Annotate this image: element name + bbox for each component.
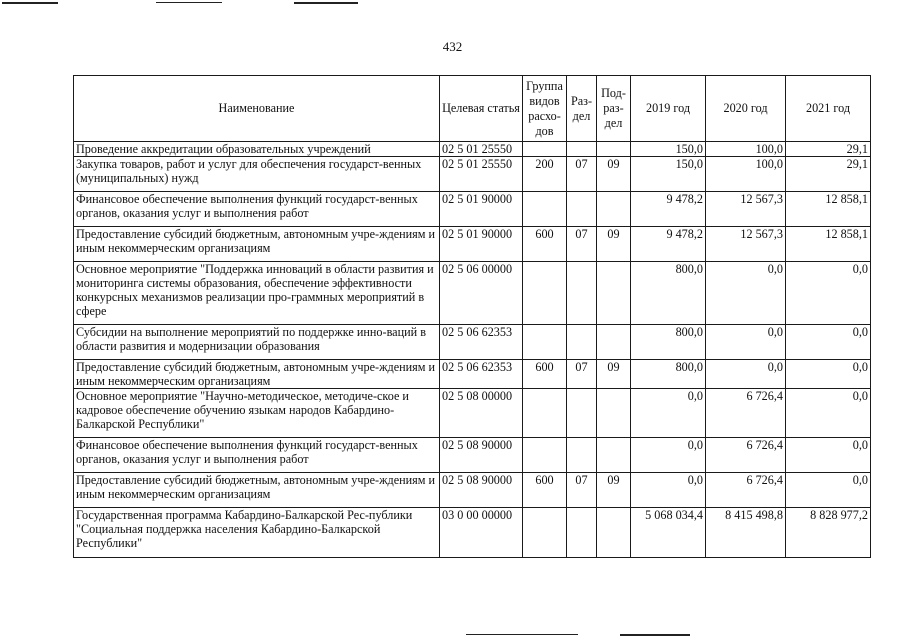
cell-year-2020: 100,0 bbox=[706, 157, 786, 192]
cell-expense-group bbox=[523, 438, 567, 473]
table-row bbox=[74, 325, 871, 360]
cell-year-2020: 12 567,3 bbox=[706, 192, 786, 227]
cell-target-article: 02 5 01 90000 bbox=[440, 227, 523, 262]
cell-name: Субсидии на выполнение мероприятий по поддержке инно-ваций в области развития и модернизации образования bbox=[74, 325, 440, 360]
cell-year-2021: 0,0 bbox=[786, 325, 871, 360]
cell-expense-group bbox=[523, 142, 567, 157]
page-number: 432 bbox=[442, 39, 463, 54]
cell-name: Предоставление субсидий бюджетным, автономным учре-ждениям и иным некоммерческим организациям bbox=[74, 360, 440, 389]
table-row bbox=[74, 262, 871, 325]
cell-year-2020: 100,0 bbox=[706, 142, 786, 157]
header-section: Раз-дел bbox=[567, 76, 597, 142]
table-row bbox=[74, 227, 871, 262]
cell-name: Проведение аккредитации образовательных учреждений bbox=[74, 142, 440, 157]
cell-year-2020: 0,0 bbox=[706, 360, 786, 389]
table-body bbox=[74, 142, 871, 558]
table-row bbox=[74, 389, 871, 438]
cell-year-2019: 800,0 bbox=[631, 325, 706, 360]
cell-year-2019: 9 478,2 bbox=[631, 227, 706, 262]
cell-year-2019: 9 478,2 bbox=[631, 192, 706, 227]
cell-name: Предоставление субсидий бюджетным, автономным учре-ждениям и иным некоммерческим организациям bbox=[74, 227, 440, 262]
table-row bbox=[74, 508, 871, 558]
cell-section bbox=[567, 325, 597, 360]
cell-section bbox=[567, 438, 597, 473]
cell-subsection: 09 bbox=[597, 157, 631, 192]
cell-year-2020: 8 415 498,8 bbox=[706, 508, 786, 558]
cell-expense-group: 600 bbox=[523, 473, 567, 508]
cell-name: Финансовое обеспечение выполнения функций государст-венных органов, оказания услуг и выполнения работ bbox=[74, 192, 440, 227]
cell-subsection: 09 bbox=[597, 227, 631, 262]
cell-section bbox=[567, 192, 597, 227]
cell-section: 07 bbox=[567, 360, 597, 389]
cell-year-2019: 0,0 bbox=[631, 389, 706, 438]
cell-year-2019: 150,0 bbox=[631, 157, 706, 192]
cell-year-2019: 5 068 034,4 bbox=[631, 508, 706, 558]
cell-name: Основное мероприятие "Научно-методическое, методиче-ское и кадровое обеспечение обучению языкам народов Кабардино-Балкарской Республики" bbox=[74, 389, 440, 438]
table-row bbox=[74, 157, 871, 192]
cell-subsection bbox=[597, 389, 631, 438]
cell-year-2021: 29,1 bbox=[786, 157, 871, 192]
cell-year-2020: 0,0 bbox=[706, 262, 786, 325]
cell-subsection bbox=[597, 142, 631, 157]
cell-year-2021: 0,0 bbox=[786, 438, 871, 473]
cell-name: Предоставление субсидий бюджетным, автономным учре-ждениям и иным некоммерческим организациям bbox=[74, 473, 440, 508]
cell-expense-group: 600 bbox=[523, 227, 567, 262]
cell-year-2019: 150,0 bbox=[631, 142, 706, 157]
cell-year-2019: 0,0 bbox=[631, 473, 706, 508]
cell-year-2021: 8 828 977,2 bbox=[786, 508, 871, 558]
header-year-2021: 2021 год bbox=[786, 76, 871, 142]
cell-name: Финансовое обеспечение выполнения функций государст-венных органов, оказания услуг и выполнения работ bbox=[74, 438, 440, 473]
cell-year-2021: 12 858,1 bbox=[786, 227, 871, 262]
table-row bbox=[74, 360, 871, 389]
header-expense-group: Группа видов расхо-дов bbox=[523, 76, 567, 142]
cell-section: 07 bbox=[567, 473, 597, 508]
cell-section bbox=[567, 262, 597, 325]
header-name: Наименование bbox=[74, 76, 440, 142]
cell-year-2019: 0,0 bbox=[631, 438, 706, 473]
table-row bbox=[74, 438, 871, 473]
cell-subsection: 09 bbox=[597, 360, 631, 389]
cell-subsection: 09 bbox=[597, 473, 631, 508]
top-rule-right bbox=[294, 2, 358, 4]
cell-name: Закупка товаров, работ и услуг для обеспечения государст-венных (муниципальных) нужд bbox=[74, 157, 440, 192]
header-year-2020: 2020 год bbox=[706, 76, 786, 142]
cell-target-article: 02 5 01 25550 bbox=[440, 157, 523, 192]
cell-year-2021: 0,0 bbox=[786, 360, 871, 389]
cell-name: Государственная программа Кабардино-Балкарской Рес-публики "Социальная поддержка населения Кабардино-Балкарской Республики" bbox=[74, 508, 440, 558]
cell-subsection bbox=[597, 325, 631, 360]
cell-expense-group bbox=[523, 192, 567, 227]
cell-subsection bbox=[597, 262, 631, 325]
bottom-rule-right bbox=[620, 634, 690, 636]
cell-subsection bbox=[597, 192, 631, 227]
cell-year-2020: 0,0 bbox=[706, 325, 786, 360]
cell-year-2020: 6 726,4 bbox=[706, 389, 786, 438]
cell-section bbox=[567, 389, 597, 438]
cell-expense-group bbox=[523, 389, 567, 438]
bottom-rule-left bbox=[466, 634, 578, 635]
cell-year-2019: 800,0 bbox=[631, 360, 706, 389]
cell-section bbox=[567, 142, 597, 157]
cell-target-article: 02 5 06 62353 bbox=[440, 360, 523, 389]
cell-year-2019: 800,0 bbox=[631, 262, 706, 325]
header-target-article: Целевая статья bbox=[440, 76, 523, 142]
top-rule-middle bbox=[156, 2, 222, 3]
cell-target-article: 02 5 06 62353 bbox=[440, 325, 523, 360]
header-subsection: Под-раз-дел bbox=[597, 76, 631, 142]
cell-year-2021: 0,0 bbox=[786, 473, 871, 508]
table-row bbox=[74, 192, 871, 227]
cell-target-article: 02 5 06 00000 bbox=[440, 262, 523, 325]
cell-target-article: 02 5 08 00000 bbox=[440, 389, 523, 438]
cell-section bbox=[567, 508, 597, 558]
cell-year-2021: 29,1 bbox=[786, 142, 871, 157]
header-year-2019: 2019 год bbox=[631, 76, 706, 142]
cell-subsection bbox=[597, 508, 631, 558]
cell-year-2020: 6 726,4 bbox=[706, 438, 786, 473]
cell-year-2021: 0,0 bbox=[786, 262, 871, 325]
table-row bbox=[74, 142, 871, 157]
table-row bbox=[74, 473, 871, 508]
top-rule-left bbox=[2, 2, 58, 4]
cell-name: Основное мероприятие "Поддержка инноваций в области развития и мониторинга системы образования, обеспечение эффективности конкурсных механизмов реализации про-граммных мероприятий в сфере bbox=[74, 262, 440, 325]
cell-target-article: 02 5 08 90000 bbox=[440, 473, 523, 508]
cell-section: 07 bbox=[567, 157, 597, 192]
cell-expense-group: 200 bbox=[523, 157, 567, 192]
cell-target-article: 02 5 01 25550 bbox=[440, 142, 523, 157]
cell-year-2020: 6 726,4 bbox=[706, 473, 786, 508]
cell-target-article: 02 5 08 90000 bbox=[440, 438, 523, 473]
cell-expense-group bbox=[523, 325, 567, 360]
budget-table bbox=[73, 75, 871, 558]
cell-target-article: 02 5 01 90000 bbox=[440, 192, 523, 227]
cell-target-article: 03 0 00 00000 bbox=[440, 508, 523, 558]
cell-year-2021: 12 858,1 bbox=[786, 192, 871, 227]
cell-year-2020: 12 567,3 bbox=[706, 227, 786, 262]
cell-subsection bbox=[597, 438, 631, 473]
cell-expense-group bbox=[523, 262, 567, 325]
cell-year-2021: 0,0 bbox=[786, 389, 871, 438]
cell-expense-group bbox=[523, 508, 567, 558]
cell-section: 07 bbox=[567, 227, 597, 262]
header-row bbox=[74, 76, 871, 142]
cell-expense-group: 600 bbox=[523, 360, 567, 389]
